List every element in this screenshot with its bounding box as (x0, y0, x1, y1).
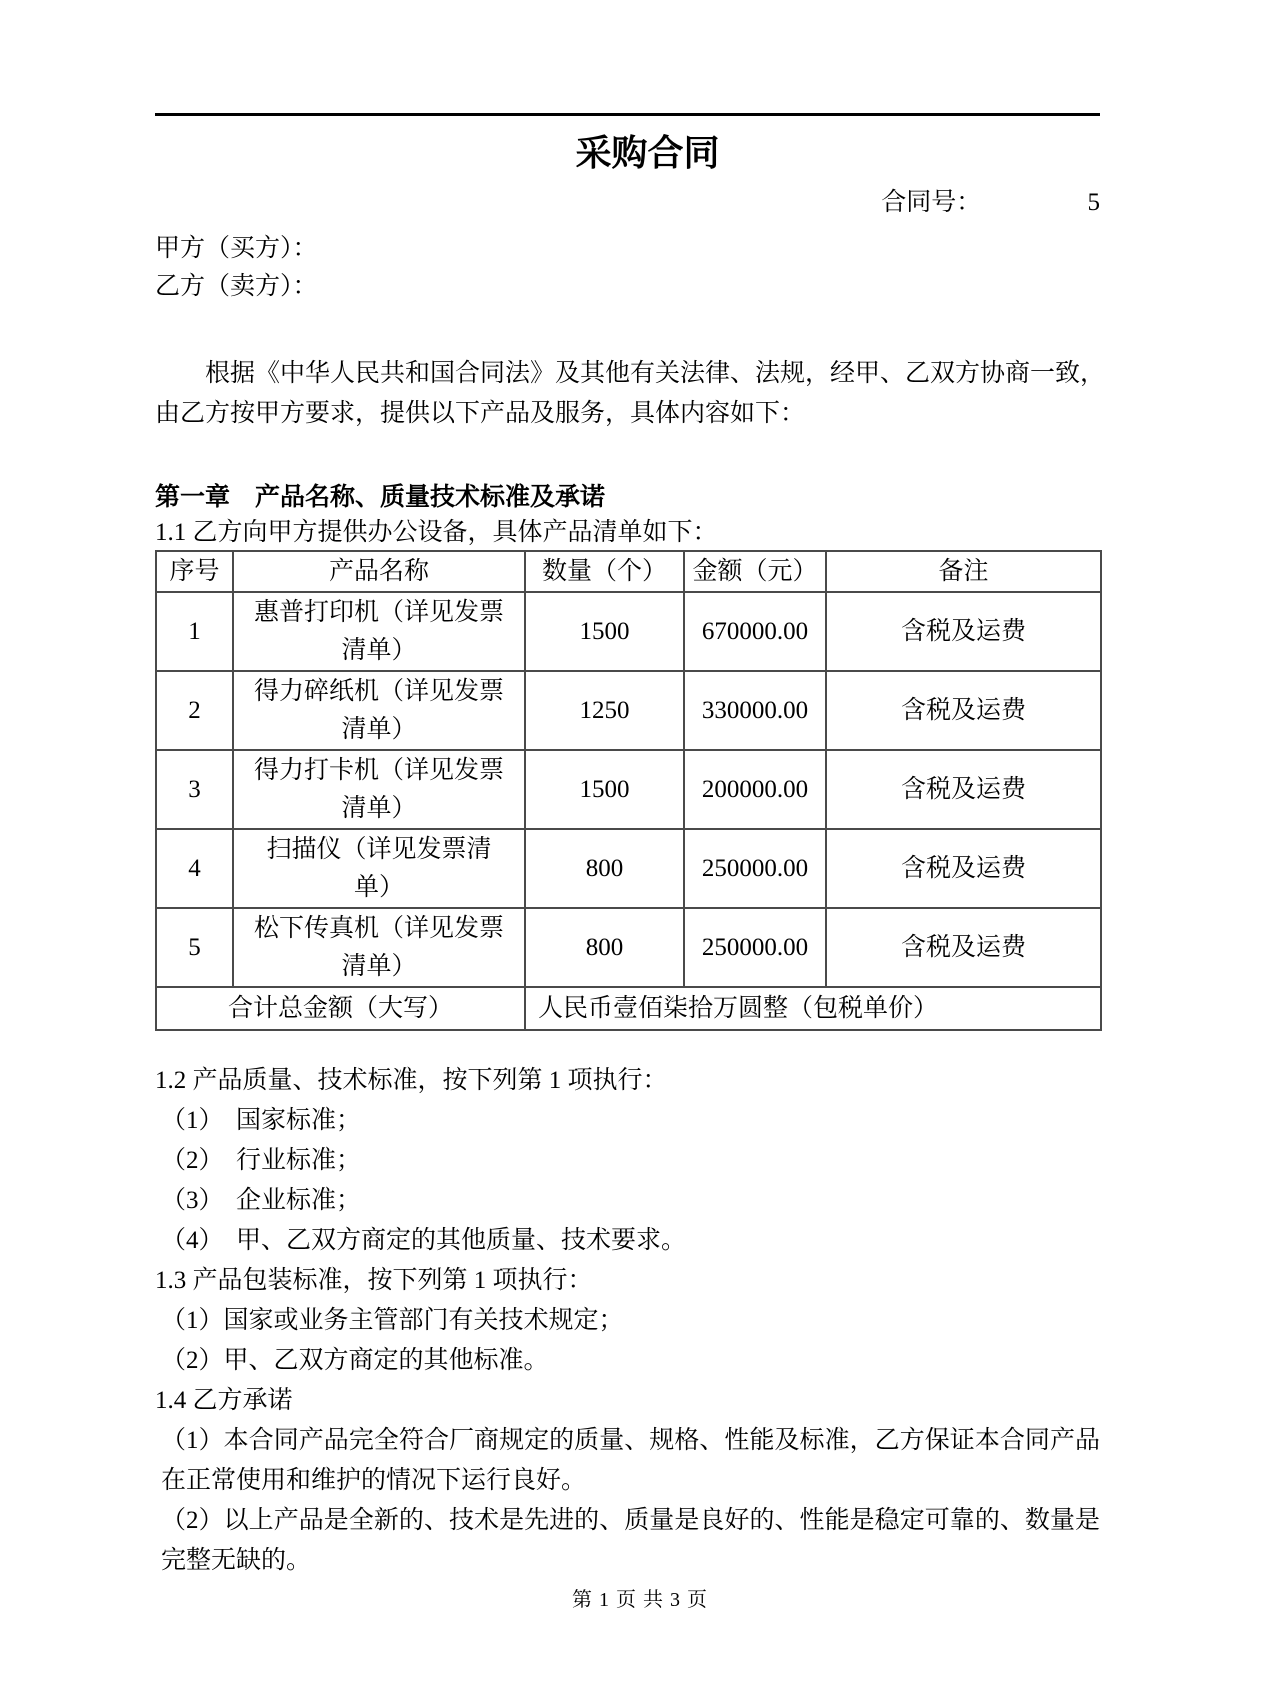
list-item-1-2-1: （1） 国家标准； (161, 1107, 362, 1134)
doc-title: 采购合同 (575, 133, 720, 173)
intro-line-1: 根据《中华人民共和国合同法》及其他有关法律、法规，经甲、乙双方协商一致， (205, 360, 1106, 387)
cell-product-name: 得力打卡机（详见发票清单） (233, 750, 525, 829)
cell-product-name: 得力碎纸机（详见发票清单） (233, 671, 525, 750)
col-header-note: 备注 (826, 551, 1101, 592)
footer-page-number: 第 1 页 共 3 页 (572, 1589, 708, 1611)
total-value: 人民币壹佰柒拾万圆整（包税单价） (525, 987, 1101, 1030)
intro-line-2: 由乙方按甲方要求，提供以下产品及服务，具体内容如下： (155, 400, 806, 427)
cell-qty: 800 (525, 908, 684, 987)
col-header-amount: 金额（元） (684, 551, 826, 592)
total-label: 合计总金额（大写） (156, 987, 525, 1030)
list-item-1-3-1: （1）国家或业务主管部门有关技术规定； (161, 1307, 624, 1334)
cell-seq: 2 (156, 671, 233, 750)
contract-no-value: 5 (1087, 189, 1100, 216)
cell-product-name: 扫描仪（详见发票清单） (233, 829, 525, 908)
cell-qty: 800 (525, 829, 684, 908)
contract-no-line (155, 188, 1100, 218)
cell-amount: 250000.00 (684, 829, 826, 908)
clause-1-3: 1.3 产品包装标准，按下列第 1 项执行： (155, 1267, 593, 1294)
table-row (156, 750, 1101, 829)
col-header-seq: 序号 (156, 551, 233, 592)
cell-seq: 3 (156, 750, 233, 829)
cell-product-name: 松下传真机（详见发票清单） (233, 908, 525, 987)
cell-seq: 1 (156, 592, 233, 671)
cell-note: 含税及运费 (826, 908, 1101, 987)
cell-note: 含税及运费 (826, 750, 1101, 829)
table-row (156, 592, 1101, 671)
list-item-1-4-1: （1）本合同产品完全符合厂商规定的质量、规格、性能及标准，乙方保证本合同产品在正常使用和维护的情况下运行良好。 (161, 1427, 1100, 1494)
page-content (155, 113, 1106, 1581)
list-item-1-2-4: （4） 甲、乙双方商定的其他质量、技术要求。 (161, 1227, 687, 1254)
table-row (156, 671, 1101, 750)
cell-note: 含税及运费 (826, 829, 1101, 908)
table-header-row (156, 551, 1101, 592)
table-row (156, 908, 1101, 987)
list-item-1-3-2: （2）甲、乙双方商定的其他标准。 (161, 1347, 549, 1374)
cell-seq: 4 (156, 829, 233, 908)
cell-amount: 200000.00 (684, 750, 826, 829)
cell-amount: 330000.00 (684, 671, 826, 750)
cell-note: 含税及运费 (826, 592, 1101, 671)
intro-paragraph (155, 354, 1106, 434)
cell-amount: 670000.00 (684, 592, 826, 671)
clause-1-1: 1.1 乙方向甲方提供办公设备，具体产品清单如下： (155, 519, 718, 546)
top-rule (155, 113, 1100, 116)
party-a-line: 甲方（买方）： (155, 235, 318, 262)
cell-product-name: 惠普打印机（详见发票清单） (233, 592, 525, 671)
cell-amount: 250000.00 (684, 908, 826, 987)
list-item-1-2-3: （3） 企业标准； (161, 1187, 362, 1214)
cell-qty: 1500 (525, 592, 684, 671)
list-item-1-4-2: （2）以上产品是全新的、技术是先进的、质量是良好的、性能是稳定可靠的、数量是完整无缺的。 (161, 1507, 1100, 1574)
list-item-1-2-2: （2） 行业标准； (161, 1147, 362, 1174)
col-header-name: 产品名称 (233, 551, 525, 592)
cell-qty: 1250 (525, 671, 684, 750)
clause-1-2: 1.2 产品质量、技术标准，按下列第 1 项执行： (155, 1067, 668, 1094)
chapter-1-heading: 第一章 产品名称、质量技术标准及承诺 (155, 484, 606, 511)
party-b-line: 乙方（卖方）： (155, 273, 318, 300)
contract-no-label: 合同号： (881, 189, 982, 216)
cell-seq: 5 (156, 908, 233, 987)
clause-1-4: 1.4 乙方承诺 (155, 1387, 293, 1414)
products-table (155, 550, 1102, 1031)
cell-qty: 1500 (525, 750, 684, 829)
total-row (156, 987, 1101, 1030)
table-row (156, 829, 1101, 908)
col-header-qty: 数量（个） (525, 551, 684, 592)
cell-note: 含税及运费 (826, 671, 1101, 750)
